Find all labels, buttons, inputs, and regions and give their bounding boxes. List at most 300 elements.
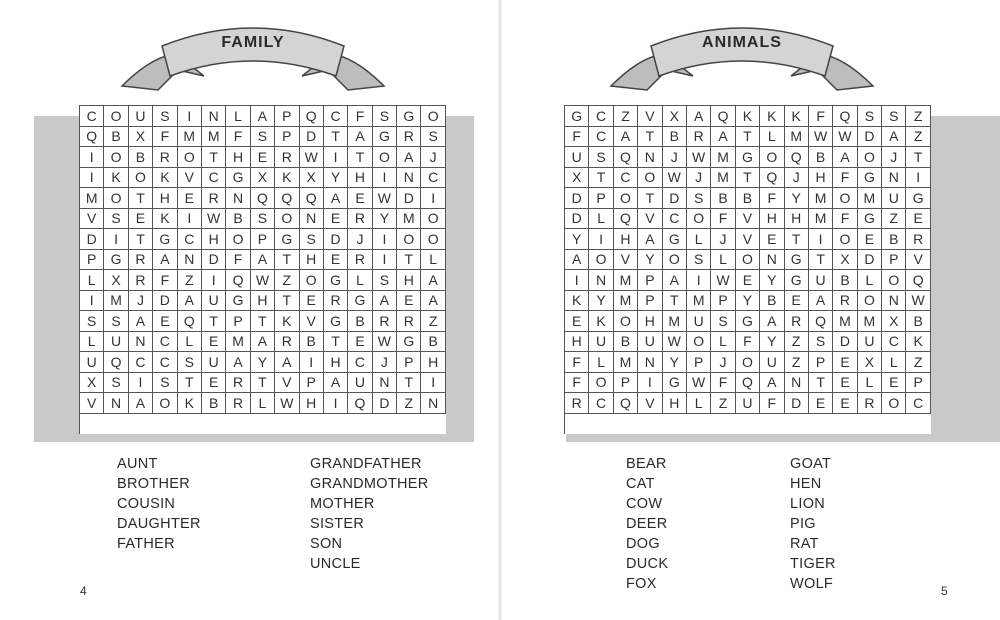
grid-cell: P [809,352,833,373]
section-title: ANIMALS [702,34,782,51]
grid-cell: I [80,291,104,312]
grid-cell: R [275,332,299,353]
grid-cell: H [397,270,421,291]
grid-cell: Q [251,188,275,209]
word-list-item: DEER [626,516,668,532]
grid-cell: A [129,393,153,414]
grid-cell: A [226,352,250,373]
grid-cell: K [275,311,299,332]
grid-cell: F [833,209,857,230]
grid-cell: B [760,291,784,312]
grid-cell: Q [809,311,833,332]
grid-cell: F [226,250,250,271]
grid-cell: O [104,147,128,168]
grid-cell: O [178,147,202,168]
grid-cell: M [80,188,104,209]
grid-cell: B [300,332,324,353]
grid-cell: I [809,229,833,250]
grid-cell: G [226,168,250,189]
grid-cell: D [80,229,104,250]
grid-cell: F [348,106,372,127]
grid-cell: H [300,393,324,414]
grid-cell: Q [614,147,638,168]
grid-cell: B [711,188,735,209]
grid-cell: E [906,209,930,230]
grid-cell: H [760,209,784,230]
grid-cell: N [129,332,153,353]
grid-cell: W [373,332,397,353]
grid-cell: G [324,311,348,332]
grid-cell: X [858,352,882,373]
grid-cell: K [785,106,809,127]
grid-cell: T [809,250,833,271]
grid-cell: A [373,291,397,312]
grid-cell: P [638,270,662,291]
grid-cell: R [833,291,857,312]
grid-cell: O [858,147,882,168]
grid-cell: P [589,188,613,209]
grid-cell: P [275,106,299,127]
grid-cell: B [348,311,372,332]
grid-cell: M [809,209,833,230]
grid-cell: R [565,393,589,414]
grid-cell: J [711,229,735,250]
grid-cell: D [858,250,882,271]
grid-cell: Q [614,209,638,230]
grid-cell: T [785,229,809,250]
grid-cell: B [736,188,760,209]
grid-cell: B [614,332,638,353]
grid-cell: N [785,373,809,394]
grid-cell: J [373,352,397,373]
grid-cell: A [251,106,275,127]
grid-cell: A [324,188,348,209]
grid-cell: D [663,188,687,209]
grid-cell: F [153,270,177,291]
grid-cell: G [663,229,687,250]
grid-cell: X [129,127,153,148]
grid-cell: A [760,311,784,332]
grid-cell: U [589,332,613,353]
grid-cell: S [711,311,735,332]
grid-cell: S [104,373,128,394]
grid-cell: J [129,291,153,312]
grid-cell: K [153,209,177,230]
grid-cell: O [760,147,784,168]
grid-cell: F [711,209,735,230]
grid-cell: I [300,352,324,373]
grid-cell: L [687,393,711,414]
ribbon-banner-icon [118,14,388,96]
grid-cell: A [129,311,153,332]
grid-cell: M [397,209,421,230]
grid-cell: M [663,311,687,332]
grid-cell: R [687,127,711,148]
grid-cell: L [80,270,104,291]
grid-cell: H [638,311,662,332]
grid-cell: N [882,291,906,312]
grid-cell: M [226,332,250,353]
grid-cell: N [589,270,613,291]
grid-cell: R [275,147,299,168]
grid-cell: G [397,332,421,353]
grid-cell: A [663,270,687,291]
grid-cell: I [373,229,397,250]
grid-cell: K [565,291,589,312]
grid-cell: L [348,270,372,291]
grid-cell: S [251,127,275,148]
grid-cell: N [760,250,784,271]
grid-cell: N [638,352,662,373]
grid-cell: L [687,229,711,250]
section-title: FAMILY [221,34,285,51]
grid-cell: I [565,270,589,291]
grid-cell: Z [421,311,445,332]
grid-cell: H [226,147,250,168]
grid-cell: G [858,209,882,230]
grid-cell: O [373,147,397,168]
grid-cell: Z [906,106,930,127]
grid-cell: G [565,106,589,127]
grid-cell: F [809,106,833,127]
grid-cell: W [251,270,275,291]
grid-cell: G [348,291,372,312]
grid-cell: N [397,168,421,189]
grid-cell: O [687,209,711,230]
grid-cell: I [687,270,711,291]
grid-cell: W [687,147,711,168]
grid-cell: I [80,168,104,189]
grid-cell: E [397,291,421,312]
grid-cell: B [226,209,250,230]
grid-cell: T [251,373,275,394]
grid-cell: T [397,373,421,394]
grid-cell: U [104,332,128,353]
grid-cell: O [833,229,857,250]
grid-cell: X [104,270,128,291]
grid-cell: T [736,168,760,189]
grid-cell: O [104,106,128,127]
grid-cell: D [397,188,421,209]
grid-cell: B [833,270,857,291]
grid-cell: V [300,311,324,332]
word-list-item: COUSIN [117,496,176,512]
grid-cell: S [882,106,906,127]
grid-cell: A [178,291,202,312]
grid-cell: T [324,127,348,148]
grid-cell: I [638,373,662,394]
grid-cell: R [373,311,397,332]
grid-cell: R [348,209,372,230]
grid-cell: Z [397,393,421,414]
grid-cell: E [833,352,857,373]
grid-cell: G [858,168,882,189]
grid-cell: I [178,106,202,127]
grid-cell: Q [736,373,760,394]
grid-cell: M [809,188,833,209]
grid-cell: P [251,229,275,250]
word-list-item: DAUGHTER [117,516,201,532]
grid-cell: U [736,393,760,414]
grid-cell: B [882,229,906,250]
grid-cell: I [906,168,930,189]
grid-cell: N [882,168,906,189]
grid-cell: A [565,250,589,271]
grid-cell: I [202,270,226,291]
grid-cell: H [324,352,348,373]
grid-cell: D [833,332,857,353]
grid-cell: E [153,311,177,332]
grid-cell: K [275,168,299,189]
grid-cell: P [300,373,324,394]
grid-cell: Z [275,270,299,291]
grid-cell: Z [711,393,735,414]
grid-cell: M [614,270,638,291]
grid-cell: M [178,127,202,148]
word-list-family-col2 [310,454,429,574]
grid-cell: W [687,373,711,394]
grid-cell: D [202,250,226,271]
grid-cell: B [663,127,687,148]
grid-cell: V [906,250,930,271]
grid-cell: V [736,209,760,230]
grid-cell: G [736,147,760,168]
grid-cell: J [687,168,711,189]
grid-cell: U [202,291,226,312]
grid-cell: B [129,147,153,168]
grid-cell: Z [785,352,809,373]
grid-cell: O [833,188,857,209]
grid-cell: N [178,250,202,271]
grid-cell: S [104,209,128,230]
grid-cell: J [785,168,809,189]
grid-cell: A [421,270,445,291]
grid-cell: U [129,106,153,127]
grid-cell: C [589,393,613,414]
word-list-animals-col2 [790,454,836,594]
grid-cell: R [906,229,930,250]
grid-cell: Q [300,106,324,127]
grid-cell: W [275,393,299,414]
grid-cell: G [373,127,397,148]
grid-cell: I [373,168,397,189]
word-list-item: GRANDFATHER [310,456,422,472]
grid-cell: E [324,250,348,271]
grid-cell: I [421,373,445,394]
grid-cell: U [809,270,833,291]
grid-cell: C [589,127,613,148]
grid-cell: Q [348,393,372,414]
grid-cell: T [275,250,299,271]
grid-cell: F [565,352,589,373]
grid-cell: I [373,250,397,271]
grid-cell: T [275,291,299,312]
grid-cell: V [614,250,638,271]
grid-cell: P [906,373,930,394]
grid-cell: K [760,106,784,127]
grid-cell: H [614,229,638,250]
word-list-item: HEN [790,476,822,492]
grid-cell: Y [736,291,760,312]
grid-cell: R [785,311,809,332]
grid-cell: P [711,291,735,312]
grid-cell: D [300,127,324,148]
grid-cell: Y [638,250,662,271]
word-list-item: RAT [790,536,819,552]
grid-cell: P [226,311,250,332]
grid-cell: Q [178,311,202,332]
grid-cell: N [300,209,324,230]
grid-cell: J [882,147,906,168]
grid-cell: W [300,147,324,168]
grid-cell: G [663,373,687,394]
grid-cell: C [421,168,445,189]
grid-cell: V [275,373,299,394]
grid-cell: A [882,127,906,148]
word-list-item: PIG [790,516,816,532]
grid-cell: M [687,291,711,312]
grid-cell: C [153,332,177,353]
grid-cell: S [687,188,711,209]
grid-cell: M [202,127,226,148]
grid-cell: Q [104,352,128,373]
grid-cell: H [251,291,275,312]
grid-cell: R [129,270,153,291]
grid-cell: Z [906,352,930,373]
grid-cell: H [421,352,445,373]
grid-cell: J [711,352,735,373]
word-list-item: SON [310,536,343,552]
page-number: 5 [941,584,948,598]
grid-cell: P [638,291,662,312]
grid-cell: L [80,332,104,353]
grid-cell: E [736,270,760,291]
banner-family [118,14,388,96]
grid-cell: V [638,209,662,230]
word-search-grid-family [79,105,446,434]
grid-cell: X [251,168,275,189]
grid-cell: O [421,106,445,127]
word-list-item: BROTHER [117,476,190,492]
word-list-item: BEAR [626,456,667,472]
grid-cell: A [711,127,735,148]
grid-cell: Q [614,393,638,414]
right-page [500,0,1000,620]
grid-cell: O [589,250,613,271]
grid-cell: E [760,229,784,250]
grid-cell: P [397,352,421,373]
grid-cell: O [663,250,687,271]
grid-cell: T [202,147,226,168]
grid-cell: E [809,393,833,414]
grid-cell: F [226,127,250,148]
grid-cell: C [906,393,930,414]
grid-cell: B [906,311,930,332]
grid-cell: E [251,147,275,168]
grid-cell: C [129,352,153,373]
grid-cell: N [226,188,250,209]
grid-cell: R [324,291,348,312]
grid-cell: A [251,250,275,271]
grid-cell: Y [251,352,275,373]
grid-cell: F [760,188,784,209]
grid-cell: N [104,393,128,414]
grid-cell: H [785,209,809,230]
grid-cell: R [226,393,250,414]
grid-cell: O [104,188,128,209]
grid-cell: S [373,106,397,127]
ribbon-banner-icon [607,14,877,96]
grid-cell: W [833,127,857,148]
grid-cell: D [858,127,882,148]
word-list-item: TIGER [790,556,836,572]
word-list-item: CAT [626,476,655,492]
grid-cell: O [687,332,711,353]
grid-cell: L [882,352,906,373]
grid-cell: G [104,250,128,271]
grid-cell: K [104,168,128,189]
grid-cell: K [736,106,760,127]
grid-cell: K [153,168,177,189]
grid-cell: I [129,373,153,394]
grid-cell: I [104,229,128,250]
grid-cell: L [858,270,882,291]
grid-cell: R [129,250,153,271]
grid-cell: H [300,250,324,271]
grid-cell: Q [760,168,784,189]
grid-cell: D [324,229,348,250]
grid-cell: T [638,188,662,209]
grid-cell: W [202,209,226,230]
grid-cell: I [80,147,104,168]
grid-cell: N [202,106,226,127]
grid-cell: L [251,393,275,414]
grid-cell: L [589,209,613,230]
grid-cell: G [736,311,760,332]
grid-cell: A [614,127,638,148]
grid-cell: X [833,250,857,271]
grid-cell: E [858,229,882,250]
grid-cell: I [589,229,613,250]
grid-cell: A [638,229,662,250]
grid-cell: T [178,373,202,394]
grid-cell: I [324,147,348,168]
grid-cell: E [348,188,372,209]
grid-cell: C [324,106,348,127]
grid-cell: B [202,393,226,414]
grid-cell: A [348,127,372,148]
grid-cell: F [153,127,177,148]
grid-cell: S [104,311,128,332]
grid-cell: H [153,188,177,209]
word-list-item: WOLF [790,576,834,592]
grid-cell: Q [711,106,735,127]
grid-cell: O [589,373,613,394]
grid-cell: A [687,106,711,127]
grid-cell: H [202,229,226,250]
grid-cell: R [153,147,177,168]
grid-cell: X [565,168,589,189]
grid-cell: O [736,250,760,271]
grid-cell: B [104,127,128,148]
grid-cell: L [711,332,735,353]
page-number: 4 [80,584,87,598]
grid-cell: O [421,229,445,250]
grid-cell: G [785,250,809,271]
grid-cell: K [906,332,930,353]
grid-cell: T [129,188,153,209]
grid-cell: D [565,188,589,209]
